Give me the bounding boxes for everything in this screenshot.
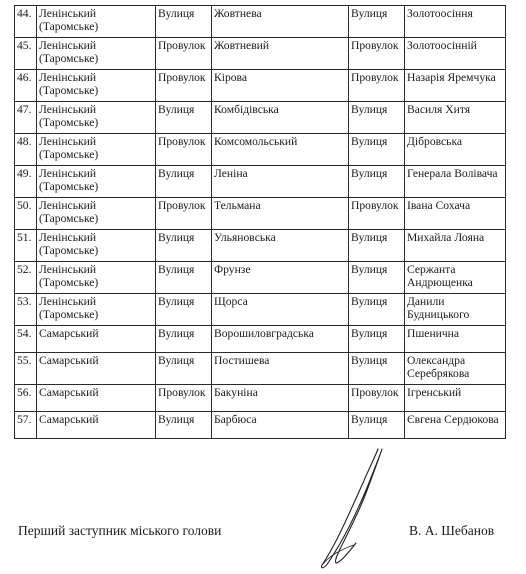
old-type-cell: Вулиця (156, 6, 212, 38)
table-row (15, 166, 506, 198)
old-name-cell: Щорса (212, 294, 349, 326)
table-row (15, 294, 506, 326)
table-row (15, 326, 506, 353)
table-row (15, 38, 506, 70)
new-name-cell: Золотоосінній (405, 38, 506, 70)
table-row (15, 412, 506, 439)
row-number: 57. (15, 412, 37, 439)
new-name-cell: Данили Будницького (405, 294, 506, 326)
old-type-cell: Вулиця (156, 412, 212, 439)
district-cell: Ленінський (Таромське) (37, 230, 156, 262)
new-name-cell: Сержанта Андрющенка (405, 262, 506, 294)
district-cell: Ленінський (Таромське) (37, 102, 156, 134)
district-cell: Ленінський (Таромське) (37, 262, 156, 294)
district-cell: Самарський (37, 326, 156, 353)
old-type-cell: Провулок (156, 198, 212, 230)
old-name-cell: Фрунзе (212, 262, 349, 294)
new-name-cell: Євгена Сердюкова (405, 412, 506, 439)
district-cell: Ленінський (Таромське) (37, 70, 156, 102)
district-cell: Ленінський (Таромське) (37, 134, 156, 166)
new-name-cell: Михайла Лояна (405, 230, 506, 262)
district-cell: Ленінський (Таромське) (37, 166, 156, 198)
old-name-cell: Жовтнева (212, 6, 349, 38)
new-name-cell: Назарія Яремчука (405, 70, 506, 102)
table-row (15, 262, 506, 294)
old-name-cell: Ульяновська (212, 230, 349, 262)
table-row (15, 385, 506, 412)
new-type-cell: Вулиця (349, 294, 405, 326)
signatory-title: Перший заступник міського голови (18, 523, 222, 538)
old-name-cell: Постишева (212, 353, 349, 385)
old-name-cell: Кірова (212, 70, 349, 102)
old-type-cell: Вулиця (156, 230, 212, 262)
table-row (15, 230, 506, 262)
new-type-cell: Вулиця (349, 262, 405, 294)
old-name-cell: Комбідівська (212, 102, 349, 134)
new-type-cell: Вулиця (349, 134, 405, 166)
old-type-cell: Провулок (156, 385, 212, 412)
row-number: 47. (15, 102, 37, 134)
new-name-cell: Пшенична (405, 326, 506, 353)
signatory-name: В. А. Шебанов (409, 523, 495, 538)
district-cell: Самарський (37, 412, 156, 439)
handwritten-signature (308, 445, 398, 571)
row-number: 55. (15, 353, 37, 385)
table-row (15, 134, 506, 166)
new-type-cell: Вулиця (349, 353, 405, 385)
street-renaming-table (14, 5, 506, 439)
new-type-cell: Вулиця (349, 230, 405, 262)
table-row (15, 198, 506, 230)
new-name-cell: Олександра Серебрякова (405, 353, 506, 385)
row-number: 49. (15, 166, 37, 198)
old-name-cell: Бакуніна (212, 385, 349, 412)
signature-block (0, 440, 526, 574)
row-number: 56. (15, 385, 37, 412)
new-name-cell: Генерала Волівача (405, 166, 506, 198)
old-name-cell: Жовтневий (212, 38, 349, 70)
district-cell: Ленінський (Таромське) (37, 38, 156, 70)
new-type-cell: Провулок (349, 198, 405, 230)
old-name-cell: Тельмана (212, 198, 349, 230)
old-type-cell: Провулок (156, 70, 212, 102)
new-type-cell: Провулок (349, 38, 405, 70)
new-type-cell: Вулиця (349, 166, 405, 198)
old-type-cell: Провулок (156, 134, 212, 166)
new-type-cell: Вулиця (349, 6, 405, 38)
district-cell: Ленінський (Таромське) (37, 294, 156, 326)
row-number: 51. (15, 230, 37, 262)
old-name-cell: Комсомольський (212, 134, 349, 166)
old-name-cell: Барбюса (212, 412, 349, 439)
old-type-cell: Вулиця (156, 294, 212, 326)
old-type-cell: Вулиця (156, 262, 212, 294)
district-cell: Ленінський (Таромське) (37, 198, 156, 230)
table-row (15, 102, 506, 134)
row-number: 48. (15, 134, 37, 166)
new-type-cell: Вулиця (349, 412, 405, 439)
old-type-cell: Вулиця (156, 353, 212, 385)
table-row (15, 353, 506, 385)
district-cell: Самарський (37, 385, 156, 412)
row-number: 46. (15, 70, 37, 102)
new-type-cell: Провулок (349, 385, 405, 412)
old-type-cell: Вулиця (156, 326, 212, 353)
old-name-cell: Ворошиловградська (212, 326, 349, 353)
old-name-cell: Леніна (212, 166, 349, 198)
row-number: 53. (15, 294, 37, 326)
new-type-cell: Вулиця (349, 326, 405, 353)
new-name-cell: Івана Сохача (405, 198, 506, 230)
old-type-cell: Вулиця (156, 166, 212, 198)
new-name-cell: Золотоосіння (405, 6, 506, 38)
row-number: 45. (15, 38, 37, 70)
table-row (15, 70, 506, 102)
new-type-cell: Вулиця (349, 102, 405, 134)
new-type-cell: Провулок (349, 70, 405, 102)
row-number: 50. (15, 198, 37, 230)
district-cell: Ленінський (Таромське) (37, 6, 156, 38)
old-type-cell: Провулок (156, 38, 212, 70)
new-name-cell: Ігренський (405, 385, 506, 412)
table-row (15, 6, 506, 38)
new-name-cell: Василя Хитя (405, 102, 506, 134)
new-name-cell: Дібровська (405, 134, 506, 166)
row-number: 54. (15, 326, 37, 353)
old-type-cell: Вулиця (156, 102, 212, 134)
row-number: 44. (15, 6, 37, 38)
row-number: 52. (15, 262, 37, 294)
district-cell: Самарський (37, 353, 156, 385)
